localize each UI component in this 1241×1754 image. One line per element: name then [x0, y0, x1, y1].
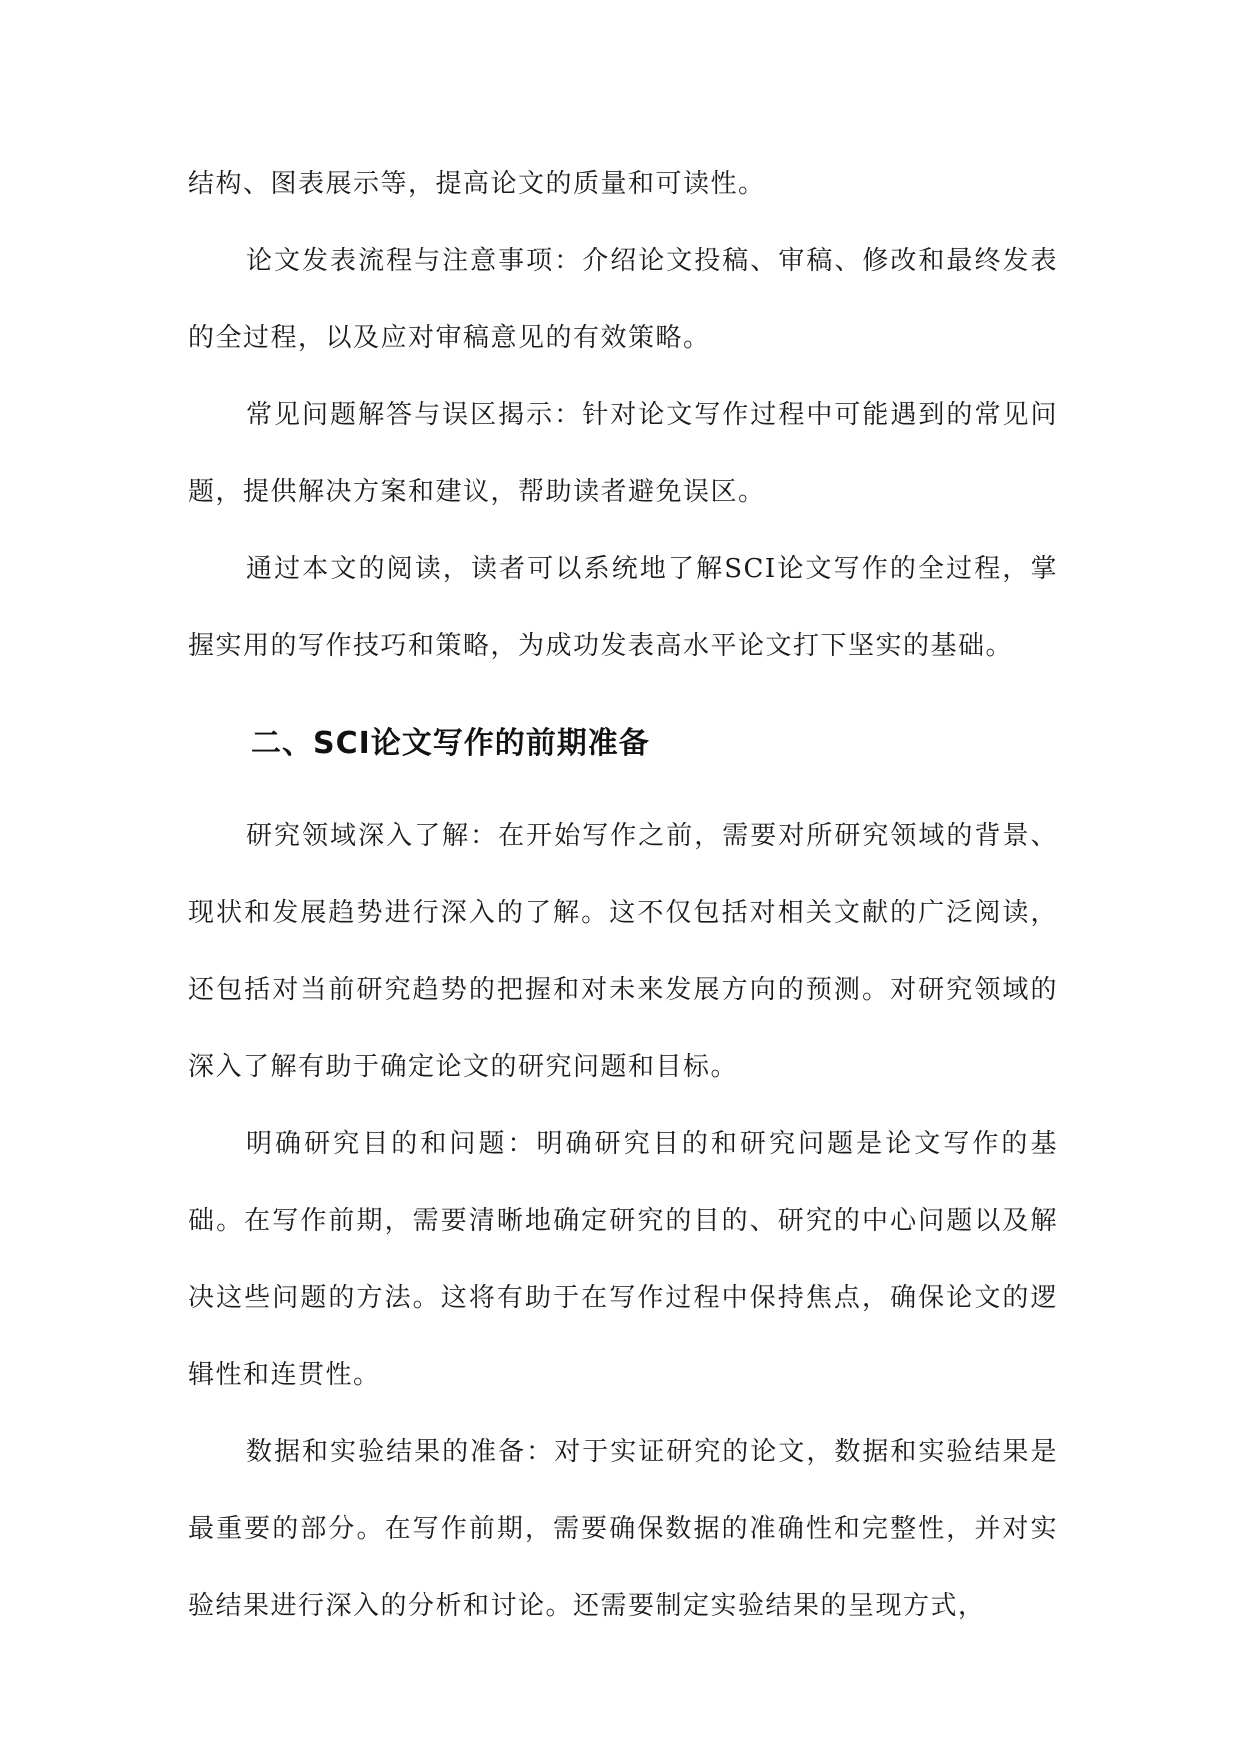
- paragraph-faq-pitfalls: 常见问题解答与误区揭示：针对论文写作过程中可能遇到的常见问题，提供解决方案和建议，帮助读者避免误区。: [188, 400, 1058, 507]
- section-heading: 二、SCI论文写作的前期准备: [251, 726, 650, 761]
- paragraph-continuation: 结构、图表展示等，提高论文的质量和可读性。: [188, 169, 766, 199]
- paragraph-research-purpose: 明确研究目的和问题：明确研究目的和研究问题是论文写作的基础。在写作前期，需要清晰地确定研究的目的、研究的中心问题以及解决这些问题的方法。这将有助于在写作过程中保持焦点，确保论文的逻辑性和连贯性。: [188, 1129, 1058, 1390]
- paragraph-data-preparation: 数据和实验结果的准备：对于实证研究的论文，数据和实验结果是最重要的部分。在写作前期，需要确保数据的准确性和完整性，并对实验结果进行深入的分析和讨论。还需要制定实验结果的呈现方式，: [188, 1437, 1058, 1621]
- document-body: [188, 146, 1058, 1645]
- paragraph-research-field: 研究领域深入了解：在开始写作之前，需要对所研究领域的背景、现状和发展趋势进行深入的了解。这不仅包括对相关文献的广泛阅读，还包括对当前研究趋势的把握和对未来发展方向的预测。对研究领域的深入了解有助于确定论文的研究问题和目标。: [188, 821, 1058, 1082]
- paragraph-summary: 通过本文的阅读，读者可以系统地了解SCI论文写作的全过程，掌握实用的写作技巧和策略，为成功发表高水平论文打下坚实的基础。: [188, 554, 1058, 661]
- paragraph-publication-process: 论文发表流程与注意事项：介绍论文投稿、审稿、修改和最终发表的全过程，以及应对审稿意见的有效策略。: [188, 246, 1058, 353]
